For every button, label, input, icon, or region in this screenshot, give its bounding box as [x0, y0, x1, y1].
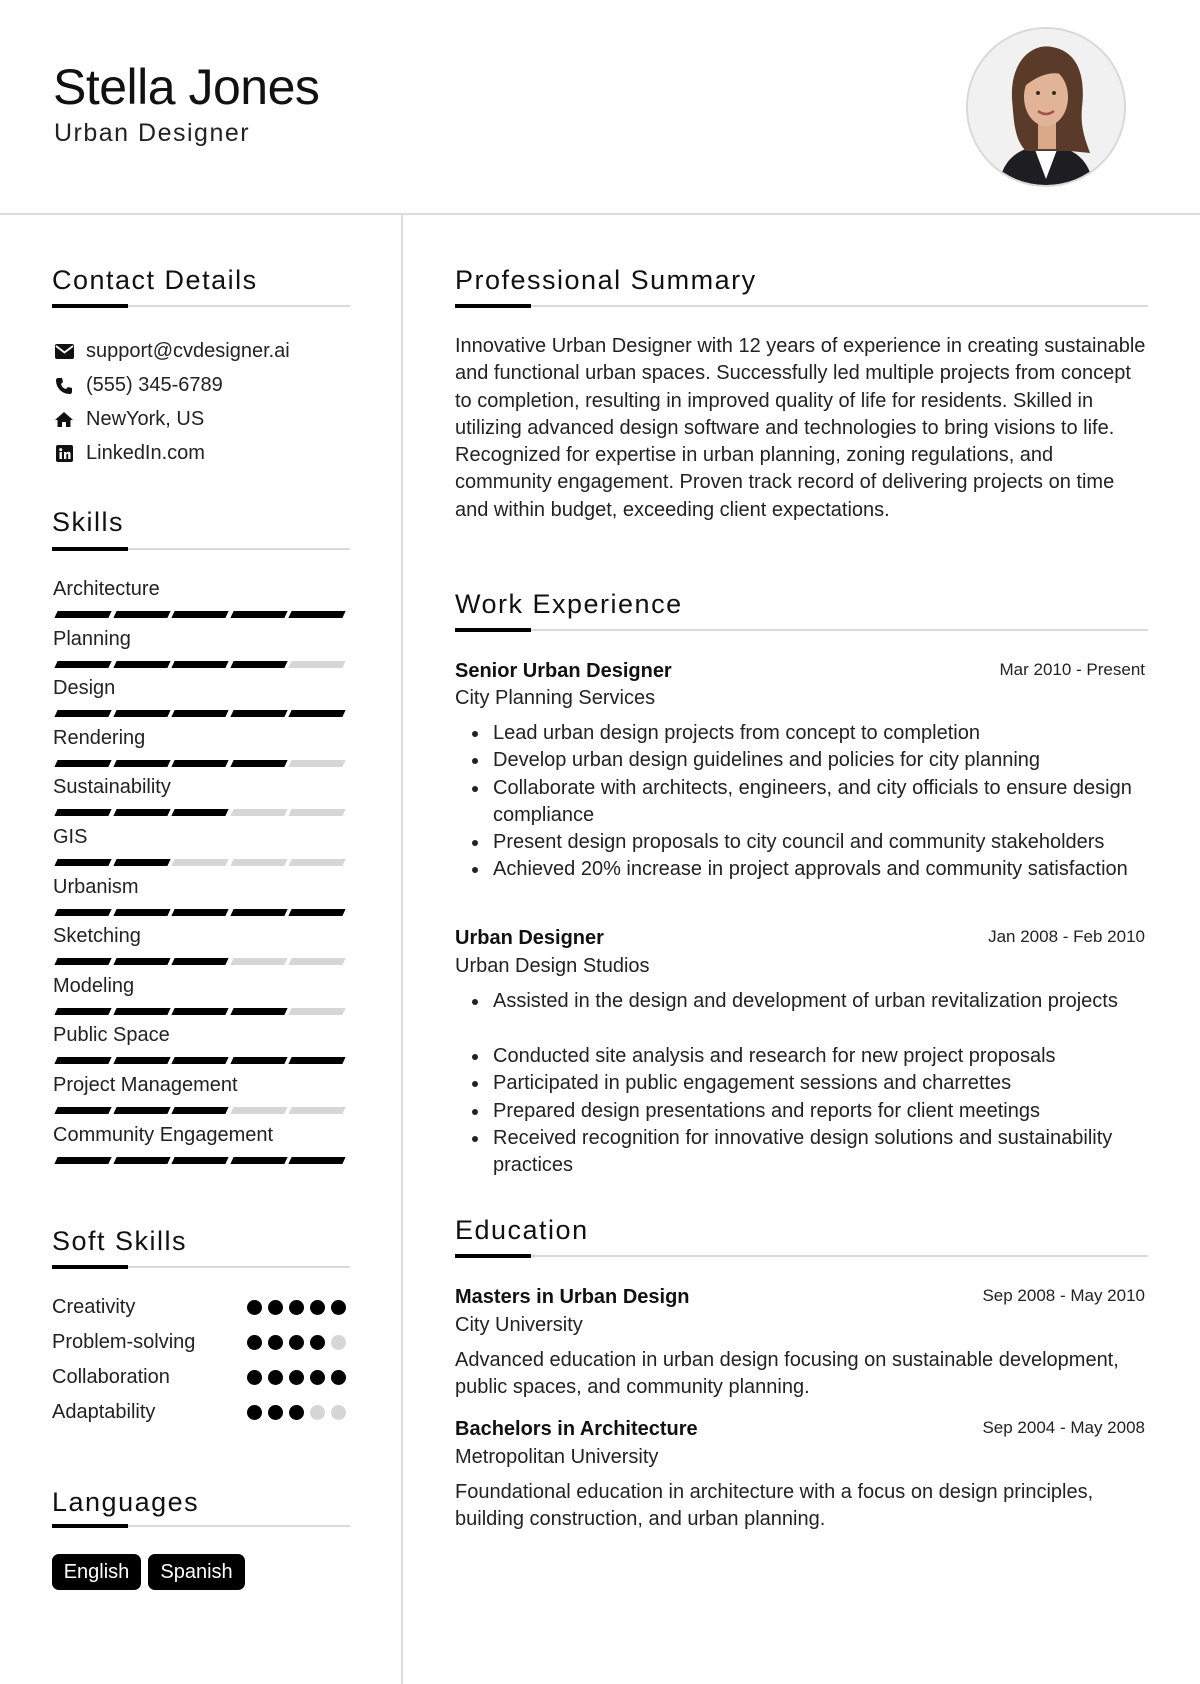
job-company: City Planning Services [455, 687, 656, 709]
skill-level-bar [53, 1107, 349, 1114]
languages-section-title: Languages [52, 1487, 200, 1517]
skill-level-segment [230, 1157, 287, 1164]
skill-level-segment [54, 710, 111, 717]
skill-level-segment [288, 958, 345, 965]
skill-level-segment [171, 1107, 228, 1114]
skill-name: Public Space [53, 1024, 170, 1047]
job-bullet: Assisted in the design and development of urban revitalization projects [455, 988, 1150, 1015]
skill-level-segment [113, 909, 170, 916]
soft-skill-name: Adaptability [52, 1401, 156, 1423]
skill-level-segment [113, 760, 170, 767]
skill-level-segment [230, 760, 287, 767]
skill-name: Design [53, 677, 116, 700]
skill-level-segment [113, 1008, 170, 1015]
skill-level-segment [288, 1008, 345, 1015]
skill-level-segment [230, 1057, 287, 1064]
skill-level-segment [113, 661, 170, 668]
rating-dot [331, 1300, 346, 1315]
skill-level-segment [288, 1107, 345, 1114]
skill-name: Project Management [53, 1074, 238, 1096]
job-dates: Mar 2010 - Present [999, 660, 1145, 679]
skill-level-segment [171, 958, 228, 965]
skill-level-bar [53, 1057, 349, 1064]
skill-level-segment [171, 710, 228, 717]
skill-item [53, 578, 349, 601]
skill-level-segment [171, 809, 228, 816]
candidate-title: Urban Designer [54, 119, 251, 147]
rating-dot [247, 1370, 262, 1385]
skill-name: Community Engagement [53, 1123, 274, 1146]
job-title: Urban Designer [455, 927, 604, 949]
skill-level-segment [288, 1157, 345, 1164]
contact-phone[interactable] [52, 374, 223, 397]
skill-level-bar [53, 760, 349, 767]
job-bullet: Received recognition for innovative design solutions and sustainability practices [455, 1125, 1150, 1180]
job-bullet: Collaborate with architects, engineers, and city officials to ensure design compliance [455, 775, 1150, 830]
summary-text: Innovative Urban Designer with 12 years of experience in creating sustainable and functional urban spaces. Successfully led multiple projects from concept to completion, resulting in improved quality of life for residents. Skilled in utilizing advanced design software and technologies to bring visions to life. Recognized for expertise in urban planning, zoning regulations, and community engagement. Proven track record of delivering projects on time and within budget, exceeding client expectations. [455, 335, 1146, 521]
skill-level-segment [54, 859, 111, 866]
soft-skill-rating [247, 1405, 346, 1420]
experience-section-title: Work Experience [455, 589, 683, 619]
job-bullets [455, 988, 1150, 1015]
skill-level-segment [230, 1008, 287, 1015]
rating-dot [331, 1335, 346, 1350]
skill-level-segment [171, 1157, 228, 1164]
home-icon [52, 410, 76, 430]
soft-skills-section-rule [52, 1266, 350, 1268]
soft-skill-name: Problem-solving [52, 1331, 196, 1353]
soft-skill-item [52, 1331, 352, 1354]
job-bullet: Prepared design presentations and reports for client meetings [455, 1098, 1150, 1125]
skill-name: Urbanism [53, 875, 139, 898]
skill-level-segment [54, 1057, 111, 1064]
contact-phone-text: (555) 345-6789 [86, 374, 223, 396]
education-dates: Sep 2008 - May 2010 [982, 1286, 1145, 1305]
education-school: Metropolitan University [455, 1446, 659, 1468]
summary-section-title: Professional Summary [455, 265, 757, 295]
contact-email-text: support@cvdesigner.ai [86, 340, 290, 362]
skill-level-segment [113, 859, 170, 866]
education-school: City University [455, 1314, 583, 1336]
summary-section-rule [455, 305, 1148, 307]
skill-name: Rendering [53, 726, 146, 749]
skill-item [53, 727, 349, 750]
skill-item [53, 1024, 349, 1047]
skill-item [53, 1074, 349, 1097]
job-bullet: Conducted site analysis and research for new project proposals [455, 1043, 1150, 1070]
skill-level-segment [171, 661, 228, 668]
skill-level-segment [113, 611, 170, 618]
skill-level-segment [54, 1008, 111, 1015]
language-badge: English [52, 1554, 141, 1590]
skill-level-bar [53, 809, 349, 816]
skill-level-segment [230, 958, 287, 965]
skill-level-segment [230, 1107, 287, 1114]
soft-skill-item [52, 1366, 352, 1389]
skill-item [53, 826, 349, 849]
job-bullet: Participated in public engagement sessions and charrettes [455, 1070, 1150, 1097]
skill-level-segment [54, 1107, 111, 1114]
contact-location-text: NewYork, US [86, 408, 205, 430]
contact-section-rule [52, 305, 350, 307]
skill-level-bar [53, 1008, 349, 1015]
skill-name: GIS [53, 826, 88, 848]
skill-level-bar [53, 1157, 349, 1164]
rating-dot [331, 1370, 346, 1385]
skill-level-segment [288, 661, 345, 668]
linkedin-icon [52, 444, 76, 464]
education-section-title: Education [455, 1215, 589, 1245]
skill-item [53, 628, 349, 651]
job-bullet: Present design proposals to city council and community stakeholders [455, 829, 1150, 856]
job-bullet: Achieved 20% increase in project approvals and community satisfaction [455, 856, 1150, 883]
job-title: Senior Urban Designer [455, 660, 672, 682]
education-section-rule [455, 1255, 1148, 1257]
rating-dot [289, 1370, 304, 1385]
rating-dot [268, 1405, 283, 1420]
skill-level-segment [113, 1157, 170, 1164]
job-bullets [455, 1043, 1150, 1179]
skill-level-segment [113, 958, 170, 965]
skill-level-segment [230, 710, 287, 717]
rating-dot [289, 1405, 304, 1420]
skill-level-segment [113, 1057, 170, 1064]
skill-level-segment [171, 1057, 228, 1064]
rating-dot [268, 1370, 283, 1385]
skill-level-segment [113, 809, 170, 816]
skill-level-segment [288, 809, 345, 816]
experience-section-rule [455, 629, 1148, 631]
rating-dot [289, 1300, 304, 1315]
skill-level-bar [53, 859, 349, 866]
skill-level-segment [288, 611, 345, 618]
rating-dot [310, 1300, 325, 1315]
skill-item [53, 677, 349, 700]
skill-level-segment [54, 909, 111, 916]
skill-level-segment [288, 710, 345, 717]
soft-skill-name: Creativity [52, 1296, 136, 1318]
soft-skill-item [52, 1296, 352, 1319]
skill-item [53, 876, 349, 899]
skill-item [53, 925, 349, 948]
skill-level-segment [54, 661, 111, 668]
skill-level-segment [288, 760, 345, 767]
skill-item [53, 1124, 349, 1147]
profile-photo [966, 27, 1126, 187]
skill-level-segment [113, 1107, 170, 1114]
skill-level-segment [171, 760, 228, 767]
rating-dot [331, 1405, 346, 1420]
column-divider [401, 214, 403, 1684]
skill-level-segment [230, 859, 287, 866]
skill-level-segment [288, 909, 345, 916]
rating-dot [310, 1405, 325, 1420]
languages-section-rule [52, 1525, 350, 1527]
skill-level-segment [288, 859, 345, 866]
contact-linkedin[interactable] [52, 442, 205, 465]
skill-level-segment [54, 611, 111, 618]
contact-location [52, 408, 204, 431]
education-description: Advanced education in urban design focusing on sustainable development, public spaces, and community planning. [455, 1349, 1119, 1399]
skill-level-segment [54, 809, 111, 816]
skill-name: Planning [53, 627, 131, 650]
rating-dot [310, 1335, 325, 1350]
phone-icon [52, 376, 76, 396]
skill-level-segment [54, 1157, 111, 1164]
job-bullet: Lead urban design projects from concept to completion [455, 720, 1150, 747]
skill-level-segment [113, 710, 170, 717]
job-bullets [455, 720, 1150, 884]
soft-skill-rating [247, 1335, 346, 1350]
rating-dot [268, 1335, 283, 1350]
candidate-name: Stella Jones [53, 59, 320, 115]
skill-name: Sustainability [53, 776, 171, 799]
skill-level-segment [54, 760, 111, 767]
skill-level-segment [54, 958, 111, 965]
job-company: Urban Design Studios [455, 955, 650, 977]
soft-skill-item [52, 1401, 352, 1424]
education-degree: Masters in Urban Design [455, 1286, 690, 1308]
skill-level-segment [230, 809, 287, 816]
skill-level-segment [288, 1057, 345, 1064]
language-badge: Spanish [148, 1554, 245, 1590]
skill-level-segment [171, 909, 228, 916]
rating-dot [247, 1300, 262, 1315]
education-description: Foundational education in architecture with a focus on design principles, building construction, and urban planning. [455, 1481, 1094, 1531]
skill-level-bar [53, 611, 349, 618]
education-degree: Bachelors in Architecture [455, 1418, 698, 1440]
rating-dot [289, 1335, 304, 1350]
rating-dot [310, 1370, 325, 1385]
skill-level-bar [53, 710, 349, 717]
soft-skill-name: Collaboration [52, 1366, 170, 1388]
rating-dot [247, 1405, 262, 1420]
rating-dot [247, 1335, 262, 1350]
skills-section-title: Skills [52, 507, 125, 537]
envelope-icon [52, 342, 76, 362]
rating-dot [268, 1300, 283, 1315]
skill-item [53, 975, 349, 998]
skill-level-segment [171, 1008, 228, 1015]
skill-name: Architecture [53, 578, 160, 600]
soft-skills-section-title: Soft Skills [52, 1226, 188, 1256]
education-dates: Sep 2004 - May 2008 [982, 1418, 1145, 1437]
skill-name: Modeling [53, 974, 135, 997]
contact-section-title: Contact Details [52, 265, 258, 295]
skill-level-segment [230, 611, 287, 618]
skill-level-bar [53, 958, 349, 965]
job-dates: Jan 2008 - Feb 2010 [988, 927, 1145, 946]
contact-email[interactable] [52, 340, 290, 363]
skill-level-segment [171, 859, 228, 866]
skill-level-segment [171, 611, 228, 618]
skill-item [53, 776, 349, 799]
skill-level-bar [53, 909, 349, 916]
contact-linkedin-text: LinkedIn.com [86, 442, 205, 464]
skill-level-segment [230, 909, 287, 916]
skill-level-segment [230, 661, 287, 668]
resume-header [0, 0, 1200, 215]
skill-name: Sketching [53, 925, 141, 948]
skill-level-bar [53, 661, 349, 668]
job-bullet: Develop urban design guidelines and policies for city planning [455, 747, 1150, 774]
skills-section-rule [52, 548, 350, 550]
soft-skill-rating [247, 1370, 346, 1385]
soft-skill-rating [247, 1300, 346, 1315]
